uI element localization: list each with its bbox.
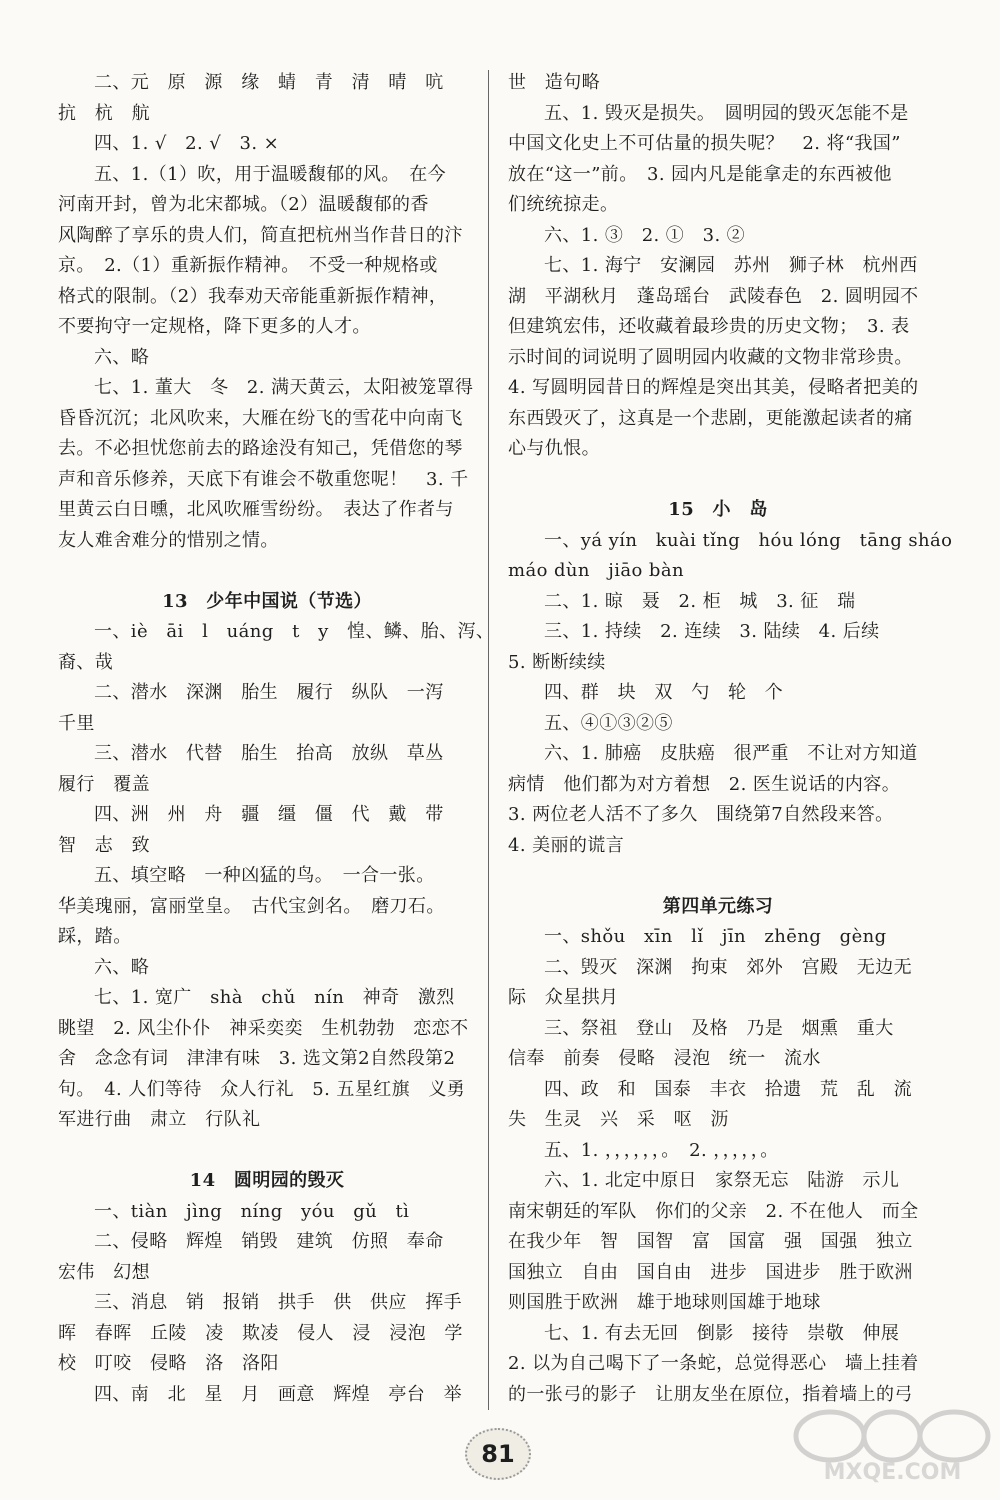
answer-line: 京。 2.（1）重新振作精神。 不受一种规格或 [58,255,438,276]
answer-line: 友人难舍难分的惜别之情。 [58,529,279,551]
answer-line: 风陶醉了享乐的贵人们，简直把杭州当作昔日的汴 [58,224,463,246]
answer-line: 智 志 致 [58,834,150,856]
answer-line: 抗 杭 航 [58,102,150,124]
answer-line: 声和音乐修养，天底下有谁会不敬重您呢！ 3. 千 [58,468,469,490]
answer-line: 五、④①③②⑤ [544,712,673,734]
answer-line: 六、1. ③ 2. ① 3. ② [544,224,746,246]
answer-line: 二、毁灭 深渊 拘束 郊外 宫殿 无边无 [544,956,912,978]
answer-line: 四、1. √ 2. √ 3. × [94,133,280,154]
answer-line: 四、政 和 国泰 丰衣 拾遗 荒 乱 流 [544,1078,912,1100]
answer-line: 六、1. 肺癌 皮肤癌 很严重 不让对方知道 [544,743,918,764]
answer-line: 二、元 原 源 缘 蜻 青 清 晴 吭 [94,72,444,93]
blank-line [58,556,476,587]
section-heading: 13 少年中国说（节选） [162,590,372,612]
answer-line: 病情 他们都为对方着想 2. 医生说话的内容。 [508,773,901,795]
answer-line: 心与仇恨。 [508,438,600,459]
section-heading: 15 小 岛 [668,499,768,520]
answer-line: 五、填空略 一种凶猛的鸟。 一合一张。 [94,865,435,886]
answer-line: 不要拘守一定规格，降下更多的人才。 [58,316,371,337]
answer-line: 中国文化史上不可估量的损失呢？ 2. 将“我国” [508,133,901,154]
answer-line: 六、略 [94,956,150,978]
answer-line: 世 造句略 [508,72,600,93]
answer-line: 七、1. 宽广 shà chǔ nín 神奇 激烈 [94,987,455,1008]
answer-line: 裔、哉 [58,651,114,673]
answer-line: 履行 覆盖 [58,773,150,795]
answer-line: 去。不必担忧您前去的路途没有知己，凭借您的琴 [58,438,463,459]
answer-line: 眺望 2. 风尘仆仆 神采奕奕 生机勃勃 恋恋不 [58,1017,469,1039]
answer-line: 踩，踏。 [58,926,132,947]
answer-line: 格式的限制。（2）我奉劝天帝能重新振作精神， [58,285,448,307]
answer-line: 在我少年 智 国智 富 国富 强 国强 独立 [508,1231,913,1252]
watermark-text: MXQE.COM [823,1460,962,1485]
answer-line: 际 众星拱月 [508,987,619,1008]
page-number: 81 [465,1428,531,1480]
answer-line: 五、1. 毁灭是损失。 圆明园的毁灭怎能不是 [544,102,909,124]
answer-line: 二、侵略 辉煌 销毁 建筑 仿照 奉命 [94,1231,444,1252]
answer-line: 南宋朝廷的军队 你们的父亲 2. 不在他人 而全 [508,1200,919,1222]
answer-line: 信奉 前奏 侵略 浸泡 统一 流水 [508,1048,821,1069]
answer-line: 三、消息 销 报销 拱手 供 供应 挥手 [94,1292,462,1313]
answer-line: 三、祭祖 登山 及格 乃是 烟熏 重大 [544,1017,894,1039]
answer-line: 二、潜水 深渊 胎生 履行 纵队 一泻 [94,682,444,703]
column-divider [488,70,489,1410]
answer-line: 一、iè āi l uáng t y 惶、鳞、胎、泻、 [94,621,495,642]
answer-line: 里黄云白日曛，北风吹雁雪纷纷。 表达了作者与 [58,499,454,520]
blank-line [58,1136,476,1167]
answer-line: 六、略 [94,346,150,368]
answer-line: 六、1. 北定中原日 家祭无忘 陆游 示儿 [544,1170,900,1191]
answer-line: 但建筑宏伟，还收藏着最珍贵的历史文物； 3. 表 [508,316,910,337]
answer-line: 放在“这一”前。 3. 园内凡是能拿走的东西被他 [508,163,892,185]
right-column [508,68,953,1410]
answer-line: 宏伟 幻想 [58,1261,150,1283]
answer-line: 示时间的词说明了圆明园内收藏的文物非常珍贵。 [508,346,913,368]
answer-line: 校 叮咬 侵略 洛 洛阳 [58,1353,279,1374]
answer-line: 五、1. ，，，，，，。 2. ，，，，，。 [544,1139,779,1161]
answer-line: 舍 念念有词 津津有味 3. 选文第2自然段第2 [58,1048,456,1069]
answer-line: 的一张弓的影子 让朋友坐在原位，指着墙上的弓 [508,1383,913,1405]
answer-line: 5. 断断续续 [508,651,606,673]
answer-line: 国独立 自由 国自由 进步 国进步 胜于欧洲 [508,1261,913,1283]
answer-line: 一、shǒu xīn lǐ jīn zhēng gèng [544,926,887,947]
answer-line: 一、yá yín kuài tǐng hóu lóng tāng sháo [544,529,953,551]
answer-line: 湖 平湖秋月 蓬岛瑶台 武陵春色 2. 圆明园不 [508,285,919,307]
answer-line: 军进行曲 肃立 行队礼 [58,1109,261,1130]
answer-line: 三、1. 持续 2. 连续 3. 陆续 4. 后续 [544,621,880,642]
answer-line: 晖 春晖 丘陵 凌 欺凌 侵人 浸 浸泡 学 [58,1322,463,1344]
answer-line: 们统统掠走。 [508,194,619,215]
answer-line: 四、群 块 双 勺 轮 个 [544,682,784,703]
answer-line: 3. 两位老人活不了多久 围绕第7自然段来答。 [508,804,894,825]
answer-line: 五、1.（1）吹，用于温暖馥郁的风。 在今 [94,163,447,185]
answer-line: 华美瑰丽，富丽堂皇。 古代宝剑名。 磨刀石。 [58,895,445,917]
answer-line: 句。 4. 人们等待 众人行礼 5. 五星红旗 义勇 [58,1078,466,1100]
answer-line: 七、1. 董大 冬 2. 满天黄云，太阳被笼罩得 [94,377,474,398]
answer-line: 河南开封，曾为北宋都城。（2）温暖馥郁的香 [58,194,429,215]
answer-line: 七、1. 有去无回 倒影 接待 崇敬 伸展 [544,1322,900,1344]
blank-line [508,465,928,496]
answer-line: 四、洲 州 舟 疆 缰 僵 代 戴 带 [94,804,444,825]
section-heading: 14 圆明园的毁灭 [189,1170,345,1191]
answer-line: 三、潜水 代替 胎生 抬高 放纵 草丛 [94,743,444,764]
answer-line: 东西毁灭了，这真是一个悲剧，更能激起读者的痛 [508,407,913,429]
watermark-logo [790,1408,995,1498]
answer-line: 2. 以为自己喝下了一条蛇，总觉得恶心 墙上挂着 [508,1353,919,1374]
answer-line: 二、1. 晾 聂 2. 柜 城 3. 征 瑞 [544,590,856,612]
answer-line: 失 生灵 兴 采 呕 沥 [508,1109,729,1130]
watermark-icon [790,1408,995,1463]
answer-line: 昏昏沉沉；北风吹来，大雁在纷飞的雪花中向南飞 [58,407,463,429]
answer-line: 则国胜于欧洲 雄于地球则国雄于地球 [508,1292,821,1313]
section-heading: 第四单元练习 [662,895,774,917]
answer-line: 4. 美丽的谎言 [508,834,625,856]
answer-line: máo dùn jiāo bàn [508,560,684,581]
answer-line: 四、南 北 星 月 画意 辉煌 亭台 举 [94,1383,462,1405]
answer-line: 4. 写圆明园昔日的辉煌是突出其美，侵略者把美的 [508,377,919,398]
answer-line: 一、tiàn jìng níng yóu gǔ tì [94,1200,410,1222]
answer-line: 七、1. 海宁 安澜园 苏州 狮子林 杭州西 [544,255,918,276]
left-column [58,68,495,1410]
blank-line [508,861,928,892]
answer-line: 千里 [58,712,95,734]
